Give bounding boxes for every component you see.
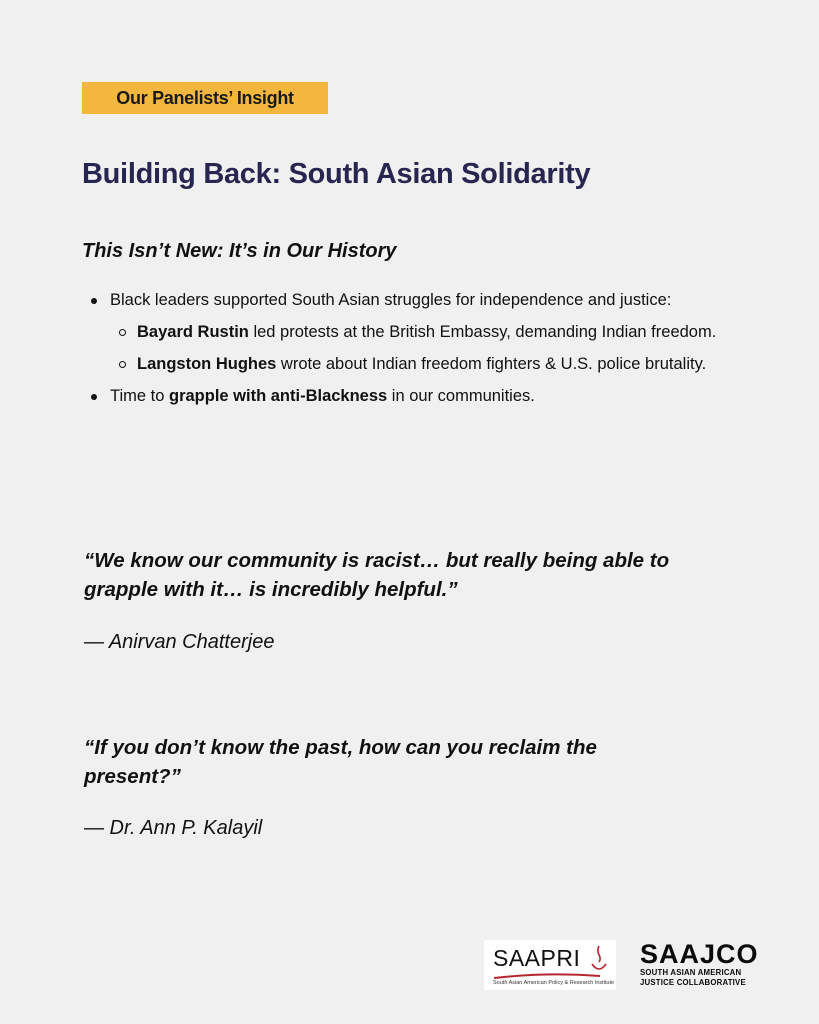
quote-1-author: — Anirvan Chatterjee [84, 631, 275, 653]
saajco-line-2: JUSTICE COLLABORATIVE [640, 978, 746, 987]
quote-1: “We know our community is racist… but really being able to grapple with it… is incredibly helpful.” [84, 549, 670, 601]
saapri-logo [484, 940, 616, 990]
swoosh-icon [492, 972, 602, 980]
bullet-text: led protests at the British Embassy, demanding Indian freedom. [248, 323, 717, 341]
quote-2: “If you don’t know the past, how can you reclaim the present?” [84, 736, 597, 788]
saapri-wordmark: SAAPRI [493, 945, 581, 971]
bullet-bold-name: Bayard Rustin [137, 323, 249, 341]
bullet-icon [91, 394, 97, 400]
bullet-list [82, 284, 762, 412]
saapri-tagline: South Asian American Policy & Research Institute [493, 980, 615, 986]
bullet-text: Time to [110, 387, 169, 405]
saajco-wordmark: SAAJCO [640, 939, 759, 969]
bullet-text: wrote about Indian freedom fighters & U.S. police brutality. [276, 355, 707, 373]
section-badge: Our Panelists’ Insight [82, 82, 328, 114]
list-item [82, 316, 762, 348]
bullet-text: Black leaders supported South Asian struggles for independence and justice: [110, 291, 672, 309]
list-item [82, 380, 762, 412]
bullet-icon [91, 298, 97, 304]
saajco-line-1: SOUTH ASIAN AMERICAN [640, 968, 742, 977]
hollow-bullet-icon [119, 361, 126, 368]
page-title: Building Back: South Asian Solidarity [82, 158, 591, 190]
saajco-logo [640, 940, 760, 992]
list-item [82, 284, 762, 316]
hollow-bullet-icon [119, 329, 126, 336]
list-item [82, 348, 762, 380]
bullet-text: in our communities. [387, 387, 535, 405]
bullet-bold-name: Langston Hughes [137, 355, 277, 373]
quote-2-author: — Dr. Ann P. Kalayil [84, 817, 263, 839]
bullet-bold-text: grapple with anti-Blackness [168, 387, 388, 405]
lamp-icon [589, 944, 609, 974]
section-subtitle: This Isn’t New: It’s in Our History [82, 240, 397, 262]
